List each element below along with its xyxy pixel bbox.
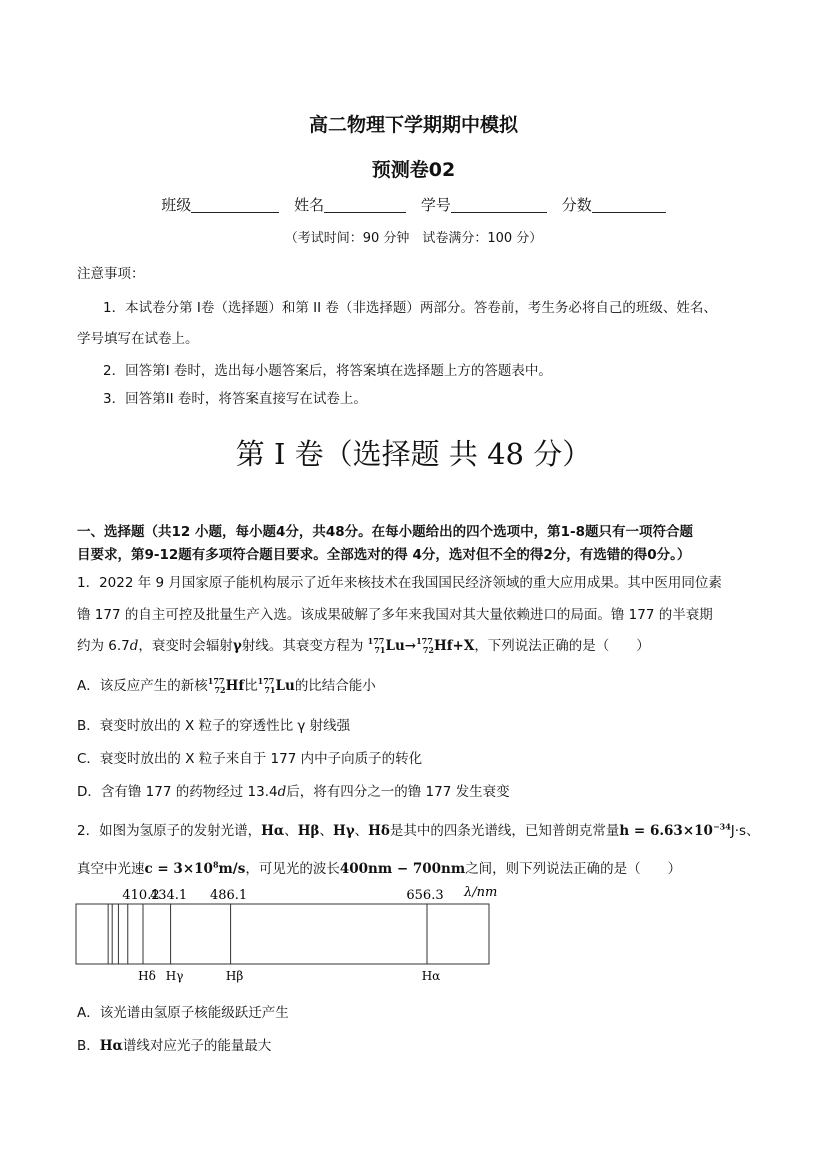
- lu-atomic-number: 71: [374, 645, 386, 655]
- q2-option-b-text-1: B．: [77, 1038, 100, 1054]
- q2-option-b-text-2: 谱线对应光子的能量最大: [122, 1038, 272, 1054]
- q2-text-c: 真空中光速: [77, 861, 145, 877]
- q1-option-a-hf: [208, 678, 244, 694]
- note-item-1-line-2: 学号填写在试卷上。: [77, 331, 199, 347]
- q1-option-a: [77, 674, 376, 694]
- q1-option-a-lu: [258, 678, 295, 694]
- q1-stem-line-3: [77, 634, 650, 654]
- wavelength-label-3: 656.3: [406, 888, 444, 903]
- q1-option-b: B．衰变时放出的 X 粒子的穿透性比 γ 射线强: [77, 718, 351, 734]
- name-label: 姓名: [294, 196, 325, 214]
- q2-light-speed-exp: 8: [212, 859, 219, 870]
- q1-equation: [368, 638, 475, 654]
- q1-option-d-text-2: 后，将有四分之一的镥 177 发生衰变: [286, 784, 510, 800]
- note-item-1-line-1: 1．本试卷分第 I卷（选择题）和第 II 卷（非选择题）两部分。答卷前，考生务必将自己的班级、姓名、: [103, 300, 717, 316]
- score-blank[interactable]: [592, 196, 666, 213]
- student-info-row: [0, 194, 827, 215]
- q2-h-delta: Hδ: [368, 823, 390, 839]
- q2-planck-eq: h = 6.63×10: [619, 823, 713, 839]
- q1-text-b: ，衰变时会辐射: [138, 638, 233, 654]
- q2-stem-line-2: [77, 857, 681, 877]
- student-id-blank[interactable]: [451, 196, 547, 213]
- hf-a: 177: [207, 676, 225, 686]
- q1-text-end: ，下列说法正确的是（ ）: [474, 638, 650, 654]
- exam-meta: （考试时间：90 分钟 试卷满分：100 分）: [284, 231, 543, 246]
- note-item-3: 3．回答第II 卷时，将答案直接写在试卷上。: [103, 391, 367, 407]
- q2-visible-range: 400nm − 700nm: [339, 861, 466, 877]
- hf-atomic-number: 72: [422, 645, 434, 655]
- q1-option-a-text-3: 的比结合能小: [294, 678, 376, 694]
- name-blank[interactable]: [324, 196, 406, 213]
- q2-option-b: [77, 1034, 271, 1054]
- q1-text-a: 约为 6.7: [77, 638, 130, 654]
- q2-planck-unit: J·s、: [730, 823, 760, 839]
- series-line-label-0: Hδ: [138, 969, 156, 983]
- q2-h-alpha: Hα: [261, 823, 285, 839]
- section-heading-line-1: 一、选择题（共12 小题，每小题4分，共48分。在每小题给出的四个选项中，第1-8题只有一项符合题: [77, 524, 694, 540]
- q1-option-d: [77, 780, 510, 800]
- hydrogen-spectrum-figure: [60, 880, 520, 990]
- wavelength-label-0: 410.2: [122, 888, 160, 903]
- sep-2: 、: [319, 823, 333, 839]
- q1-option-a-text-1: A．该反应产生的新核: [77, 678, 208, 694]
- series-line-label-1: Hγ: [165, 969, 184, 983]
- spectrum-unit-label: λ/nm: [464, 885, 498, 900]
- q1-text-c: 射线。其衰变方程为: [241, 638, 364, 654]
- note-item-2: 2．回答第I 卷时，选出每小题答案后，将答案填在选择题上方的答题表中。: [103, 363, 552, 379]
- q1-option-d-text-1: D．含有镥 177 的药物经过 13.4: [77, 784, 278, 800]
- q2-stem-line-1: [77, 819, 760, 839]
- lu-z: 71: [264, 685, 276, 695]
- decay-arrow: →: [404, 638, 417, 654]
- sep-1: 、: [284, 823, 298, 839]
- hf-symbol: Hf+X: [433, 638, 475, 654]
- q2-text-b: 是其中的四条光谱线，已知普朗克常量: [389, 823, 620, 839]
- q2-option-b-h-alpha: Hα: [99, 1038, 123, 1054]
- q2-text-e: 之间，则下列说法正确的是（ ）: [465, 861, 682, 877]
- lu-a: 177: [257, 676, 275, 686]
- wavelength-label-1: 434.1: [149, 888, 188, 903]
- notes-heading: 注意事项：: [77, 266, 145, 282]
- q1-option-c: C．衰变时放出的 X 粒子来自于 177 内中子向质子的转化: [77, 751, 423, 767]
- part-title: 第 I 卷（选择题 共 48 分）: [235, 437, 592, 471]
- exam-title: 高二物理下学期期中模拟: [308, 114, 518, 136]
- student-id-label: 学号: [420, 196, 451, 214]
- class-label: 班级: [161, 196, 192, 214]
- q2-text-a: 2．如图为氢原子的发射光谱，: [77, 823, 262, 839]
- q1-option-d-day: d: [277, 784, 287, 800]
- lu-mass-number: 177: [367, 636, 385, 646]
- hf-sym: Hf: [225, 678, 245, 694]
- q2-light-speed-eq: c = 3×10: [144, 861, 213, 877]
- q1-option-a-text-2: 比: [244, 678, 258, 694]
- series-line-label-3: Hα: [421, 969, 441, 983]
- wavelength-label-2: 486.1: [209, 888, 248, 903]
- q1-stem-line-1: 1．2022 年 9 月国家原子能机构展示了近年来核技术在我国国民经济领域的重大应用成果。其中医用同位素: [77, 575, 722, 591]
- class-blank[interactable]: [191, 196, 279, 213]
- sep-3: 、: [354, 823, 369, 839]
- hf-z: 72: [214, 685, 226, 695]
- lu-sym: Lu: [275, 678, 295, 694]
- q2-h-beta: Hβ: [297, 823, 320, 839]
- q2-h-gamma: Hγ: [332, 823, 355, 839]
- q2-text-d: ，可见光的波长: [245, 861, 340, 877]
- q2-planck-exp: −34: [712, 821, 731, 832]
- hf-mass-number: 177: [416, 636, 433, 646]
- q2-option-a: A．该光谱由氢原子核能级跃迁产生: [77, 1005, 289, 1021]
- q1-stem-line-2: 镥 177 的自主可控及批量生产入选。该成果破解了多年来我国对其大量依赖进口的局面。镥 177 的半衰期: [77, 607, 713, 623]
- exam-subtitle: 预测卷02: [371, 159, 456, 181]
- score-label: 分数: [561, 196, 592, 214]
- lu-symbol: Lu: [385, 638, 405, 654]
- q1-day-unit: d: [129, 638, 139, 654]
- q2-light-speed-unit: m/s: [218, 861, 246, 877]
- series-line-label-2: Hβ: [225, 969, 244, 983]
- q1-gamma: γ: [232, 638, 242, 654]
- section-heading-line-2: 目要求，第9-12题有多项符合题目要求。全部选对的得 4分，选对但不全的得2分，有选错的得0分。）: [77, 547, 691, 563]
